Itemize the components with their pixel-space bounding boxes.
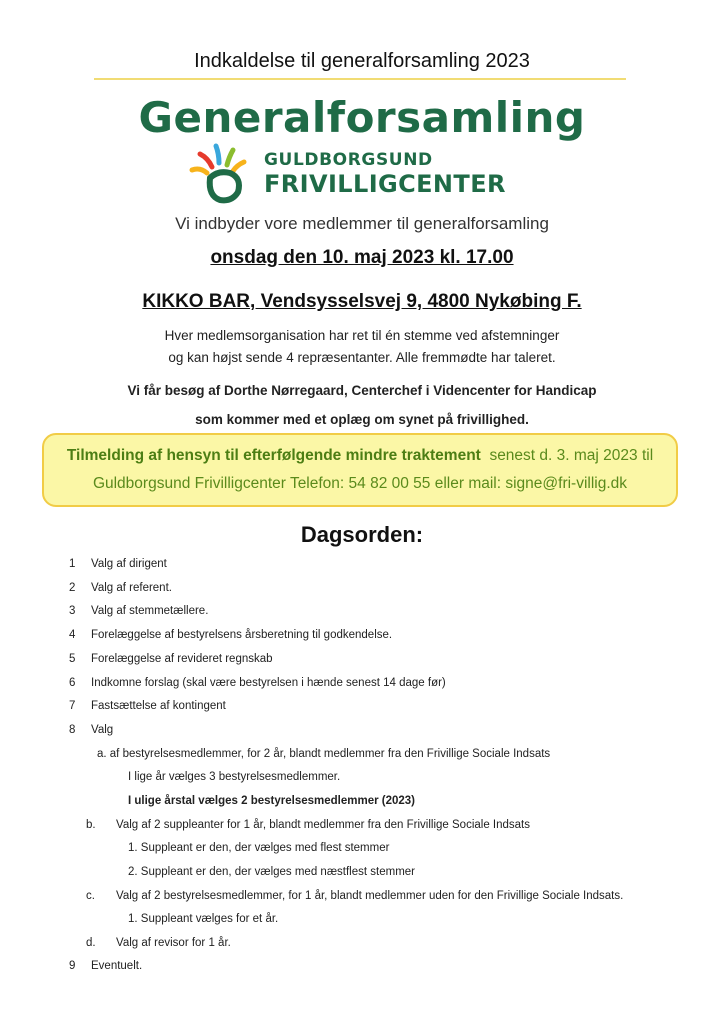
agenda-subitem-d-label: d.: [86, 937, 96, 949]
agenda-subitem-b: Valg af 2 suppleanter for 1 år, blandt medlemmer fra den Frivillige Sociale Indsats: [116, 819, 530, 831]
main-heading: Generalforsamling: [138, 93, 586, 142]
meeting-venue: KIKKO BAR, Vendsysselsvej 9, 4800 Nykøbing F.: [142, 291, 582, 312]
title-divider: [94, 78, 626, 80]
agenda-subitem-c-note: 1. Suppleant vælges for et år.: [128, 913, 279, 925]
meeting-date: onsdag den 10. maj 2023 kl. 17.00: [210, 247, 514, 268]
invitation-text: Vi indbyder vore medlemmer til generalforsamling: [175, 214, 549, 233]
logo-hand-icon: [188, 140, 258, 206]
agenda-item: 1 Valg af dirigent: [69, 558, 167, 570]
agenda-subitem-b-label: b.: [86, 819, 96, 831]
guest-speaker-line2: som kommer med et oplæg om synet på frivillighed.: [195, 412, 529, 427]
guest-speaker-line1: Vi får besøg af Dorthe Nørregaard, Centerchef i Videncenter for Handicap: [127, 383, 597, 398]
agenda-item: 3 Valg af stemmetællere.: [69, 605, 209, 617]
agenda-item: 6 Indkomne forslag (skal være bestyrelsen i hænde senest 14 dage før): [69, 677, 446, 689]
agenda-item: 2 Valg af referent.: [69, 582, 172, 594]
logo-text-guldborgsund: GULDBORGSUND: [264, 150, 433, 170]
signup-contact-line: Guldborgsund Frivilligcenter Telefon: 54 82 00 55 eller mail: signe@fri-villig.dk: [92, 475, 628, 492]
agenda-subitem-b-note: 2. Suppleant er den, der vælges med næstflest stemmer: [128, 866, 416, 878]
agenda-item: 9 Eventuelt.: [69, 960, 143, 972]
agenda-subitem-a: a. af bestyrelsesmedlemmer, for 2 år, blandt medlemmer fra den Frivillige Sociale Indsats: [97, 748, 551, 760]
agenda-subitem-c-label: c.: [86, 890, 95, 902]
agenda-item: 5 Forelæggelse af revideret regnskab: [69, 653, 273, 665]
document-title: Indkaldelse til generalforsamling 2023: [194, 50, 530, 72]
signup-notice-box: [42, 433, 678, 507]
signup-deadline-text: senest d. 3. maj 2023 til: [480, 447, 654, 464]
agenda-subitem-b-note: 1. Suppleant er den, der vælges med flest stemmer: [128, 842, 390, 854]
agenda-item: 8 Valg: [69, 724, 114, 736]
signup-line1: [44, 447, 676, 465]
voting-info-line1: Hver medlemsorganisation har ret til én stemme ved afstemninger: [164, 328, 560, 343]
agenda-item: 4 Forelæggelse af bestyrelsens årsberetning til godkendelse.: [69, 629, 393, 641]
agenda-item: 7 Fastsættelse af kontingent: [69, 700, 226, 712]
logo-text-frivilligcenter: FRIVILLIGCENTER: [264, 170, 506, 198]
agenda-subitem-c: Valg af 2 bestyrelsesmedlemmer, for 1 år, blandt medlemmer uden for den Frivillige Sociale Indsats.: [116, 890, 624, 902]
agenda-subitem-a-note-bold: I ulige årstal vælges 2 bestyrelsesmedlemmer (2023): [128, 795, 416, 807]
agenda-subitem-a-note: I lige år vælges 3 bestyrelsesmedlemmer.: [128, 771, 341, 783]
signup-bold-text: Tilmelding af hensyn til efterfølgende mindre traktement: [66, 447, 481, 464]
agenda-subitem-d: Valg af revisor for 1 år.: [116, 937, 231, 949]
voting-info-line2: og kan højst sende 4 repræsentanter. Alle fremmødte har taleret.: [168, 350, 556, 365]
agenda-heading: Dagsorden:: [300, 522, 424, 547]
frivilligcenter-logo: [188, 140, 528, 206]
